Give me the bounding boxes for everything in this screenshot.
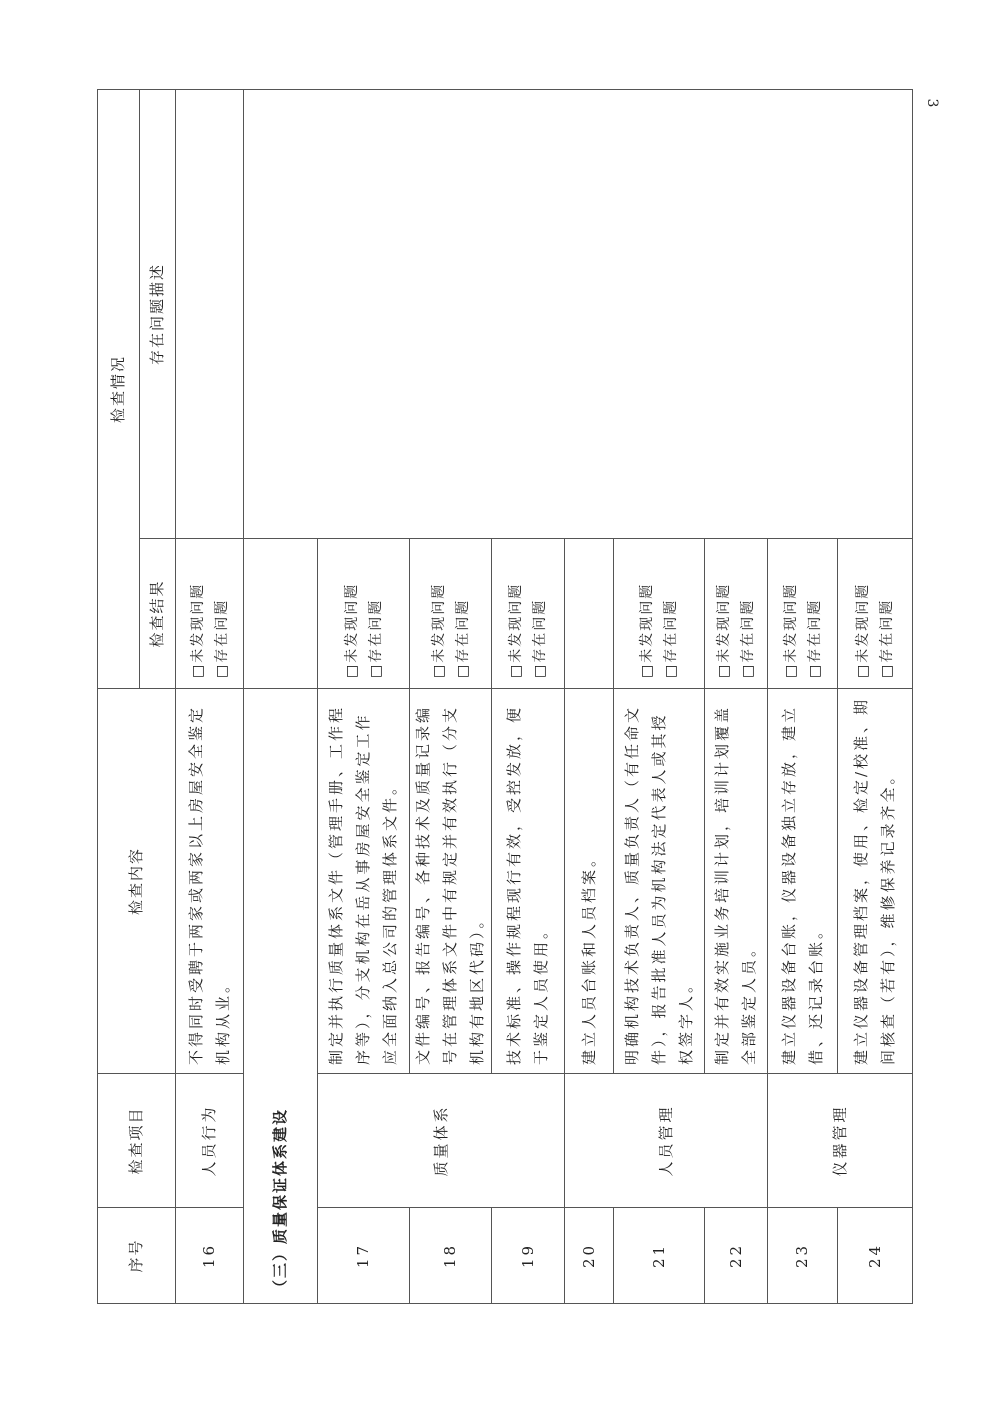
checkbox-icon: □ — [806, 662, 823, 678]
option-none[interactable] — [186, 543, 210, 678]
checkbox-icon: □ — [663, 662, 679, 678]
row-seq: 23 — [768, 1208, 838, 1304]
option-label: 未发现问题 — [343, 582, 360, 663]
row-item: 质量体系 — [318, 1074, 565, 1208]
row-content: 建立人员台账和人员档案。 — [565, 689, 614, 1074]
description-cell-merged[interactable] — [244, 89, 913, 538]
option-label: 存在问题 — [454, 598, 471, 663]
option-label: 存在问题 — [879, 598, 895, 663]
option-exists[interactable] — [528, 543, 552, 678]
option-label: 存在问题 — [740, 598, 756, 663]
row-seq: 21 — [614, 1208, 705, 1304]
section-blank — [244, 539, 318, 689]
option-none[interactable] — [635, 543, 659, 678]
row-item: 人员管理 — [565, 1074, 768, 1208]
result-options — [838, 539, 913, 689]
page-number: 3 — [924, 98, 940, 108]
row-content: 不得同时受聘于两家或两家以上房屋安全鉴定机构从业。 — [176, 689, 244, 1074]
row-item: 仪器管理 — [768, 1074, 913, 1208]
option-exists[interactable] — [659, 543, 683, 678]
header-row-1 — [98, 89, 140, 1303]
option-exists[interactable] — [364, 543, 388, 678]
result-blank — [565, 539, 614, 689]
row-seq: 22 — [705, 1208, 768, 1304]
row-seq: 18 — [410, 1208, 492, 1304]
option-label: 存在问题 — [213, 598, 230, 663]
header-situation: 检查情况 — [98, 89, 140, 688]
option-label: 未发现问题 — [782, 582, 799, 663]
header-item: 检查项目 — [98, 1074, 176, 1208]
option-exists[interactable] — [736, 543, 760, 678]
checkbox-icon: □ — [430, 662, 447, 678]
table-row — [176, 89, 244, 1303]
row-item: 人员行为 — [176, 1074, 244, 1208]
result-options — [410, 539, 492, 689]
header-seq: 序号 — [98, 1208, 176, 1304]
option-label: 存在问题 — [367, 598, 384, 663]
checkbox-icon: □ — [343, 662, 360, 678]
inspection-table — [97, 89, 913, 1304]
row-seq: 19 — [492, 1208, 565, 1304]
row-content: 文件编号、报告编号、各种技术及质量记录编号在管理体系文件中有规定并有效执行（分支机构有地区代码）。 — [410, 689, 492, 1074]
section-row — [244, 89, 318, 1303]
header-description: 存在问题描述 — [140, 89, 176, 538]
row-seq: 24 — [838, 1208, 913, 1304]
row-seq: 17 — [318, 1208, 410, 1304]
result-options — [705, 539, 768, 689]
checkbox-icon: □ — [454, 662, 471, 678]
result-options — [176, 539, 244, 689]
option-exists[interactable] — [875, 543, 899, 678]
checkbox-icon: □ — [740, 662, 756, 678]
option-none[interactable] — [779, 543, 803, 678]
option-none[interactable] — [340, 543, 364, 678]
option-label: 存在问题 — [806, 598, 823, 663]
option-exists[interactable] — [803, 543, 827, 678]
checkbox-icon: □ — [532, 662, 548, 678]
row-content: 建立仪器设备台账，仪器设备独立存放，建立借、还记录台账。 — [768, 689, 838, 1074]
result-options — [318, 539, 410, 689]
row-content: 建立仪器设备管理档案，使用、检定/校准、期间核查（若有），维修保养记录齐全。 — [838, 689, 913, 1074]
option-label: 未发现问题 — [855, 582, 871, 663]
checkbox-icon: □ — [367, 662, 384, 678]
header-content: 检查内容 — [98, 689, 176, 1074]
option-exists[interactable] — [210, 543, 234, 678]
option-label: 存在问题 — [532, 598, 548, 663]
option-exists[interactable] — [451, 543, 475, 678]
inspection-table-rotated — [97, 90, 897, 1304]
result-options — [492, 539, 565, 689]
result-options — [614, 539, 705, 689]
option-label: 未发现问题 — [508, 582, 524, 663]
description-cell[interactable] — [176, 89, 244, 538]
option-none[interactable] — [504, 543, 528, 678]
checkbox-icon: □ — [879, 662, 895, 678]
result-options — [768, 539, 838, 689]
checkbox-icon: □ — [782, 662, 799, 678]
row-content: 技术标准、操作规程现行有效，受控发放，便于鉴定人员使用。 — [492, 689, 565, 1074]
option-label: 存在问题 — [663, 598, 679, 663]
checkbox-icon: □ — [716, 662, 732, 678]
row-content: 制定并执行质量体系文件（管理手册、工作程序等），分支机构在岳从事房屋安全鉴定工作应全面纳入总公司的管理体系文件。 — [318, 689, 410, 1074]
row-seq: 20 — [565, 1208, 614, 1304]
checkbox-icon: □ — [213, 662, 230, 678]
row-content: 制定并有效实施业务培训计划，培训计划覆盖全部鉴定人员。 — [705, 689, 768, 1074]
option-label: 未发现问题 — [189, 582, 206, 663]
option-label: 未发现问题 — [639, 582, 655, 663]
header-result: 检查结果 — [140, 539, 176, 689]
option-none[interactable] — [427, 543, 451, 678]
row-content: 明确机构技术负责人、质量负责人（有任命文件），报告批准人员为机构法定代表人或其授权签字人。 — [614, 689, 705, 1074]
section-title: （三）质量保证体系建设 — [244, 689, 318, 1304]
checkbox-icon: □ — [639, 662, 655, 678]
checkbox-icon: □ — [189, 662, 206, 678]
option-label: 未发现问题 — [716, 582, 732, 663]
checkbox-icon: □ — [508, 662, 524, 678]
option-none[interactable] — [712, 543, 736, 678]
option-label: 未发现问题 — [430, 582, 447, 663]
row-seq: 16 — [176, 1208, 244, 1304]
option-none[interactable] — [851, 543, 875, 678]
checkbox-icon: □ — [855, 662, 871, 678]
